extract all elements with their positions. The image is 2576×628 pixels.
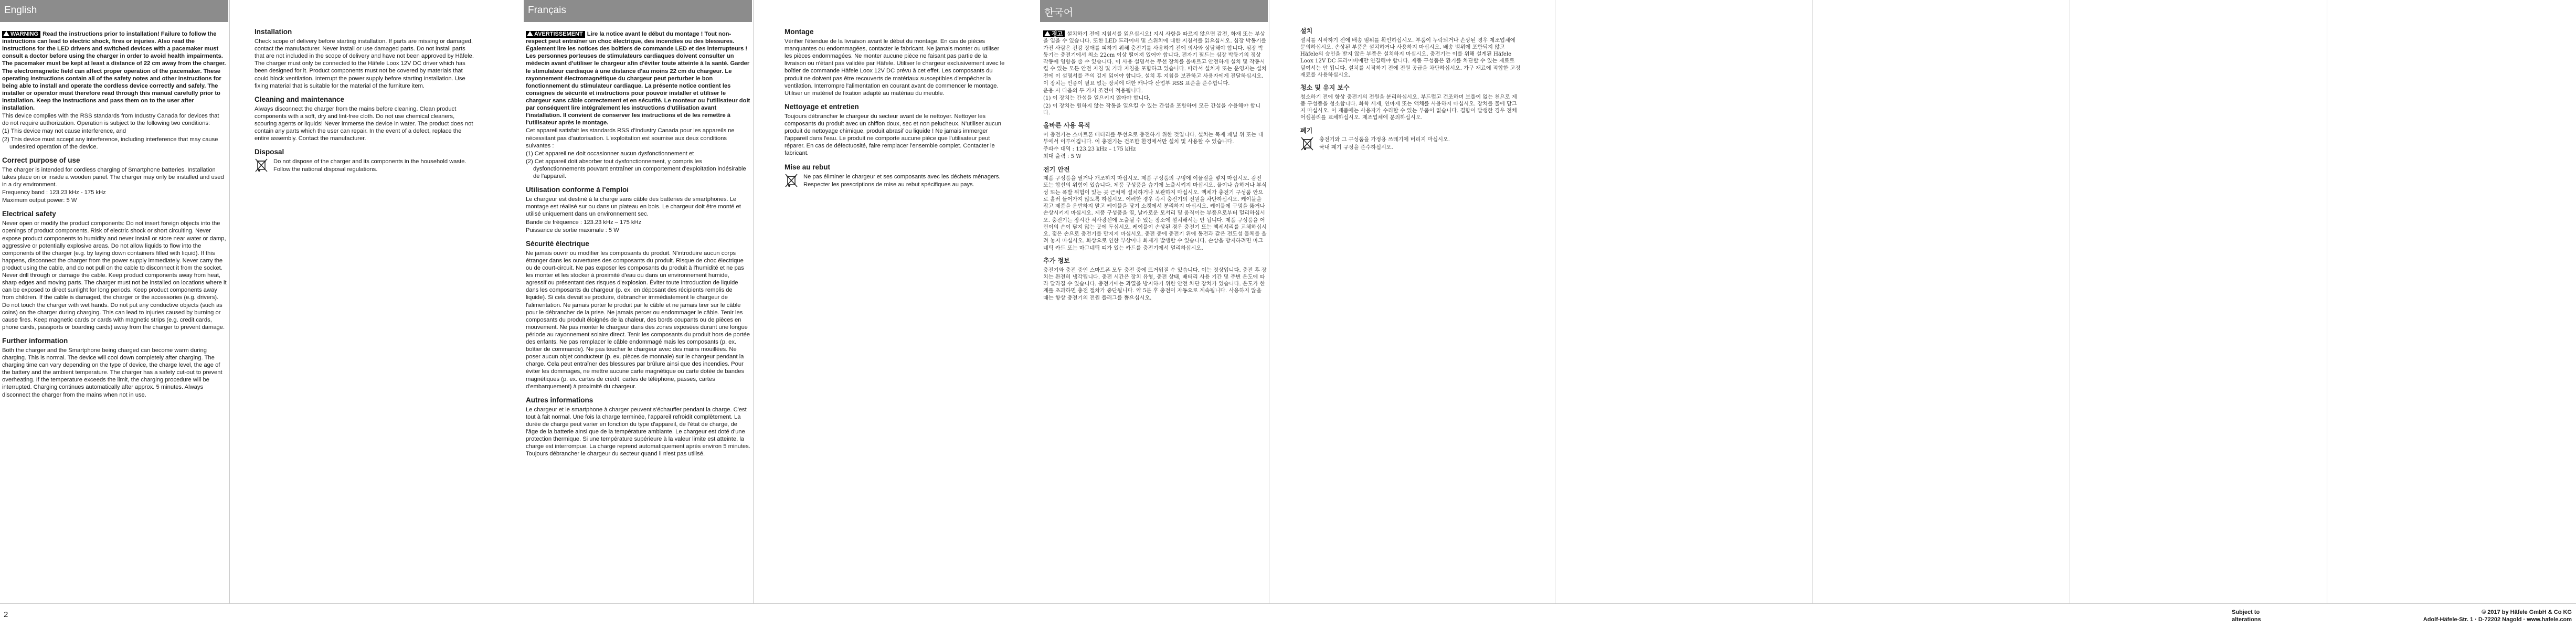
column-divider bbox=[753, 0, 754, 603]
heading-usage: Utilisation conforme à l'emploi bbox=[526, 186, 629, 194]
crossed-out-wheelie-bin-icon bbox=[255, 158, 268, 173]
footer-divider bbox=[0, 603, 2576, 604]
max-output-power: Maximum output power: 5 W bbox=[2, 197, 77, 204]
disposal-line-2: 국내 폐기 규정을 준수하십시오. bbox=[1319, 144, 1393, 151]
frequency-band: Bande de fréquence : 123.23 kHz – 175 kHz bbox=[526, 219, 642, 226]
english-column-2 bbox=[255, 27, 475, 628]
warning-badge bbox=[2, 31, 40, 38]
heading-cleaning: 청소 및 유지 보수 bbox=[1300, 84, 1350, 92]
ic-text-2: 운용 시 다음의 두 가지 조건이 적용됩니다. bbox=[1043, 88, 1143, 94]
crossed-out-wheelie-bin-icon bbox=[1300, 136, 1314, 151]
warning-paragraph bbox=[526, 30, 750, 126]
heading-electrical-safety: Sécurité électrique bbox=[526, 239, 589, 248]
disposal-block bbox=[785, 173, 1005, 189]
disposal-line-2: Follow the national disposal regulations. bbox=[273, 166, 378, 173]
disposal-line-1: Do not dispose of the charger and its components in the household waste. bbox=[273, 158, 467, 165]
electrical-safety-text: Ne jamais ouvrir ou modifier les composants du produit. N'introduire aucun corps étranger dans les ouvertures des composants du produit. Risque de choc électrique ou de court-circuit. Ne pas exposer les composants du produit à l'humidité et ne pas les monter et les stocker à proximité d'eau ou dans un environnement humide, agressif ou présentant des risques d'explosion. Éviter toute introduction de liquide dans les composants du chargeur (p. ex. en déposant des récipients remplis de liquide). Si cela devait se produire, débrancher immédiatement le chargeur de l'alimentation. Ne jamais porter le produit par le câble et ne jamais tirer sur le câble pour le débrancher de la prise. Ne jamais percer ou endommager le câble. Tenir les composants du produit éloignés de la chaleur, des bords coupants ou de pièces en mouvement. Ne pas monter le chargeur dans des zones exposées durant une longue période au rayonnement solaire direct. Tenir les composants du produit hors de portée des enfants. Ne pas remplacer le câble endommagé mais les composants (p. ex. boîtier de commande). Ne pas toucher le chargeur avec des mains mouillées. Ne poser aucun objet conducteur (p. ex. pièces de monnaie) sur le chargeur pendant la charge. Cela peut entraîner des blessures par brûlure ainsi que des incendies. Pour éviter les dommages, ne mettre aucune carte magnétique ou carte dotée de bandes magnétiques (p. ex. cartes de crédit, cartes de téléphone, passes, cartes d'embarquement) à proximité du chargeur. bbox=[526, 250, 750, 390]
condition-1: (1) Cet appareil ne doit occasionner aucun dysfonctionnement et bbox=[526, 150, 694, 157]
english-column-1 bbox=[2, 30, 227, 628]
column-divider bbox=[229, 0, 230, 603]
warning-badge bbox=[526, 31, 585, 38]
ic-text: 이 장치는 인증이 필요 없는 장치에 대한 캐나다 산업부 RSS 표준을 준수합니다. bbox=[1043, 80, 1230, 87]
condition-1: (1) 이 장치는 간섭을 일으키지 않아야 합니다. bbox=[1043, 95, 1151, 102]
footer-address: Adolf-Häfele-Str. 1 · D-72202 Nagold · www.hafele.com bbox=[2423, 616, 2572, 623]
language-header-label: 한국어 bbox=[1044, 7, 1074, 18]
heading-electrical-safety: 전기 안전 bbox=[1043, 165, 1070, 173]
warning-triangle-icon bbox=[1044, 31, 1051, 36]
footer-copyright: © 2017 by Häfele GmbH & Co KG bbox=[2482, 609, 2572, 615]
heading-usage: 올바른 사용 목적 bbox=[1043, 122, 1090, 129]
condition-1: (1) This device may not cause interference, and bbox=[2, 128, 126, 135]
heading-further-information: Further information bbox=[2, 336, 68, 345]
warning-badge bbox=[1043, 30, 1065, 37]
max-output-power: 최대 출력 : 5 W bbox=[1043, 154, 1082, 160]
disposal-block bbox=[1300, 136, 1521, 152]
further-information-text: 충전기와 충전 중인 스마트폰 모두 충전 중에 뜨거워질 수 있습니다. 이는 정상입니다. 충전 후 장치는 완전히 냉각됩니다. 충전 시간은 장치 유형, 충전 상태, 배터리 사용 기간 및 주변 온도에 따라 달라질 수 있습니다. 충전기에는 과열을 방지하기 위한 안전 차단 장치가 있습니다. 온도가 한계를 초과하면 충전 절차가 중단됩니다. 약 5분 후 충전이 자동으로 계속됩니다. 사용하지 않을 때는 항상 충전기의 전원 플러그를 뽑으십시오. bbox=[1043, 267, 1267, 301]
other-information-text: Le chargeur et le smartphone à charger peuvent s'échauffer pendant la charge. C'est tout à fait normal. Une fois la charge terminée, l'appareil refroidit complètement. La durée de charge peut varier en fonction du type d'appareil, de l'état de charge, de l'âge de la batterie ainsi que de la température ambiante. Le chargeur est doté d'une protection thermique. Si une température supérieure à la valeur limite est atteinte, la charge est interrompue. La charge reprend automatiquement après environ 5 minutes. Toujours débrancher le chargeur du secteur quand il n'est pas utilisé. bbox=[526, 406, 750, 457]
korean-column-1 bbox=[1043, 30, 1267, 628]
heading-correct-purpose: Correct purpose of use bbox=[2, 156, 80, 164]
usage-text: 이 충전기는 스마트폰 배터리를 무선으로 충전하기 위한 것입니다. 설치는 목재 패널 위 또는 내부에서 이루어집니다. 이 충전기는 건조한 환경에서만 설치 및 사용할 수 있습니다. bbox=[1043, 132, 1264, 145]
disposal-line-1: Ne pas éliminer le chargeur et ses composants avec les déchets ménagers. bbox=[803, 173, 1001, 180]
french-column-2 bbox=[785, 27, 1005, 628]
max-output-power: Puissance de sortie maximale : 5 W bbox=[526, 227, 619, 233]
warning-badge-label: WARNING bbox=[10, 31, 39, 37]
warning-paragraph bbox=[2, 30, 227, 112]
disposal-text bbox=[1319, 136, 1450, 152]
heading-disposal: 폐기 bbox=[1300, 126, 1313, 134]
disposal-text bbox=[803, 173, 1001, 189]
warning-badge-label: 경고 bbox=[1052, 30, 1063, 37]
language-header-korean bbox=[1040, 0, 1268, 22]
heading-disposal: Mise au rebut bbox=[785, 163, 831, 171]
correct-purpose-text: The charger is intended for cordless charging of Smartphone batteries. Installation takes place on or inside a wooden panel. The charger may only be installed and used in a dry environment. bbox=[2, 166, 224, 188]
language-header-label: Français bbox=[528, 5, 566, 16]
warning-triangle-icon bbox=[527, 31, 533, 36]
cleaning-text: 청소하기 전에 항상 충전기의 전원을 분리하십시오. 부드럽고 건조하며 보풀이 없는 천으로 제품 구성품을 청소합니다. 화학 세제, 연마제 또는 액체를 사용하지 마십시오. 장치를 물에 담그지 마십시오. 이 제품에는 사용자가 수리할 수 있는 부품이 없습니다. 결함이 발생한 경우 전체 어셈블리를 교체하십시오. 제조업체에 문의하십시오. bbox=[1300, 94, 1517, 121]
installation-text: 설치를 시작하기 전에 배송 범위를 확인하십시오. 부품이 누락되거나 손상된 경우 제조업체에 문의하십시오. 손상된 부품은 설치하거나 사용하지 마십시오. 배송 범위에 포함되지 않고 Häfele의 승인을 받지 않은 부품은 설치하지 마십시오. 충전기는 이를 위해 설계된 Häfele Loox 12V DC 드라이버에만 연결해야 합니다. 제품 구성품은 환기를 차단할 수 있는 재료로 덮여서는 안 됩니다. 설치를 시작하기 전에 전원 공급을 차단하십시오. 가구 재료에 적합한 고정 재료를 사용하십시오. bbox=[1300, 37, 1521, 78]
cleaning-text: Always disconnect the charger from the mains before cleaning. Clean product components with a soft, dry and lint-free cloth. Do not use chemical cleaners, scouring agents or liquids! Never immerse the device in water. The product does not contain any parts which the user can repair. In the event of a defect, replace the entire assembly. Contact the manufacturer. bbox=[255, 105, 473, 142]
condition-2: (2) Cet appareil doit absorber tout dysfonctionnement, y compris les dysfonctionnements pouvant entraîner un comportement d'exploitation indésirable de l'appareil. bbox=[526, 158, 746, 180]
footer-subject-to-alterations bbox=[2232, 609, 2261, 624]
footer-company-info bbox=[2423, 609, 2572, 624]
warning-badge-label: AVERTISSEMENT bbox=[534, 31, 583, 37]
heading-cleaning: Nettoyage et entretien bbox=[785, 102, 859, 111]
electrical-safety-text: 제품 구성품을 열거나 개조하지 마십시오. 제품 구성품의 구멍에 이물질을 넣지 마십시오. 감전 또는 합선의 위험이 있습니다. 제품 구성품을 습기에 노출시키지 마십시오. 물이나 습하거나 부식성 또는 폭발 위험이 있는 곳 근처에 설치하거나 보관하지 마십시오. 액체가 충전기 구성품 안으로 흘러 들어가지 않도록 하십시오. 이러한 경우 즉시 충전기의 전원을 차단하십시오. 케이블을 잡고 제품을 운반하지 말고 케이블을 당겨 소켓에서 분리하지 마십시오. 케이블에 구멍을 뚫거나 손상시키지 마십시오. 제품 구성품을 열, 날카로운 모서리 및 움직이는 부품으로부터 멀리하십시오. 충전기는 장시간 직사광선에 노출될 수 있는 장소에 설치해서는 안 됩니다. 제품 구성품을 어린이의 손이 닿지 않는 곳에 두십시오. 케이블이 손상된 경우 충전기 또는 액세서리를 교체하십시오. 젖은 손으로 충전기를 만지지 마십시오. 충전 중에 충전기 위에 동전과 같은 전도성 물체를 올려 놓지 마십시오. 화상으로 인한 부상이나 화재가 발생할 수 있습니다. 손상을 방지하려면 마그네틱 카드 또는 마그네틱 띠가 있는 카드를 충전기에서 멀리하십시오. bbox=[1043, 176, 1267, 251]
condition-2: (2) This device must accept any interference, including interference that may cause undesired operation of the device. bbox=[2, 136, 218, 150]
page-number: 2 bbox=[4, 610, 8, 619]
montage-text: Vérifier l'étendue de la livraison avant le début du montage. En cas de pièces manquantes ou endommagées, contacter le fabricant. Ne jamais monter ou utiliser les pièces endommagées. Ne monter aucune pièce ne faisant pas partie de la livraison ou n'étant pas validée par Häfele. Utiliser le chargeur exclusivement avec le boîtier de commande Häfele Loox 12V DC prévu à cet effet. Les composants du produit ne doivent pas être recouverts de matériaux susceptibles d'empêcher la ventilation. Interrompre l'alimentation en courant avant de commencer le montage. Utiliser un matériel de fixation adapté au matériau du meuble. bbox=[785, 38, 1005, 97]
language-header-french bbox=[524, 0, 752, 22]
heading-electrical-safety: Electrical safety bbox=[2, 210, 56, 218]
warning-text: Lire la notice avant le début du montage ! Tout non-respect peut entraîner un choc électrique, des incendies ou des blessures. Également lire les notices des boîtiers de commande LED et des interrupteurs ! Les personnes porteuses de stimulateurs cardiaques doivent consulter un médecin avant d'utiliser le chargeur afin d'éviter toute atteinte à la santé. Garder le stimulateur cardiaque à une distance d'au moins 22 cm du chargeur. Le rayonnement électromagnétique du chargeur peut perturber le bon fonctionnement du stimulateur cardiaque. La présente notice contient les consignes de sécurité et instructions pour pouvoir installer et utiliser le chargeur sans câble correctement et en sécurité. Le monteur ou l'utilisateur doit par conséquent lire intégralement les instructions d'utilisation avant l'installation. Il convient de conserver les instructions et de les remettre à l'utilisateur après le montage. bbox=[526, 31, 750, 126]
installation-text: Check scope of delivery before starting installation. If parts are missing or damaged, contact the manufacturer. Never install or use damaged parts. Do not install parts that are not included in the scope of delivery and have not been approved by Häfele. The charger must only be connected to the Häfele Loox 12V DC driver which has been designed for it. Product components must not be covered by materials that could block ventilation. Interrupt the power supply before starting installation. Use fixing material that is suitable for the material of the furniture item. bbox=[255, 38, 474, 89]
footer-subject-line-2: alterations bbox=[2232, 616, 2261, 623]
cleaning-text: Toujours débrancher le chargeur du secteur avant de le nettoyer. Nettoyer les composants du produit avec un chiffon doux, sec et non pelucheux. N'utiliser aucun produit de nettoyage chimique, produit abrasif ou liquide ! Ne jamais immerger l'appareil dans l'eau. Le produit ne comporte aucune pièce que l'utilisateur peut réparer. En cas de défectuosité, faire remplacer l'ensemble complet. Contacter le fabricant. bbox=[785, 113, 1002, 157]
warning-paragraph bbox=[1043, 30, 1267, 80]
warning-text: Read the instructions prior to installation! Failure to follow the instructions can lead to electric shock, fires or injuries. Also read the instructions for the LED drivers and switched devices with a pacemaker must consult a doctor before using the charger in order to avoid health impairments. The pacemaker must be kept at least a distance of 22 cm away from the charger. The electromagnetic field can affect proper operation of the pacemaker. These operating instructions contain all of the safety notes and other instructions for being able to install and operate the cordless device correctly and safely. The installer or operator must therefore read through this manual carefully prior to installation. Keep the instructions and pass them on to the user after installation. bbox=[2, 31, 226, 112]
disposal-line-1: 충전기와 그 구성품을 가정용 쓰레기에 버리지 마십시오. bbox=[1319, 137, 1450, 143]
crossed-out-wheelie-bin-icon bbox=[785, 173, 798, 188]
condition-2: (2) 이 장치는 원하지 않는 작동을 일으킬 수 있는 간섭을 포함하여 모든 간섭을 수용해야 합니다. bbox=[1043, 103, 1261, 116]
frequency-band: 주파수 대역 : 123.23 kHz – 175 kHz bbox=[1043, 146, 1136, 153]
warning-triangle-icon bbox=[3, 31, 9, 36]
korean-column-2 bbox=[1300, 27, 1521, 628]
usage-text: Le chargeur est destiné à la charge sans câble des batteries de smartphones. Le montage est réalisé sur ou dans un plateau en bois. Le chargeur doit être monté et utilisé uniquement dans un environnement sec. bbox=[526, 196, 741, 218]
heading-cleaning: Cleaning and maintenance bbox=[255, 95, 345, 103]
warning-text: 설치하기 전에 지침서를 읽으십시오! 지시 사항을 따르지 않으면 감전, 화재 또는 부상을 입을 수 있습니다. 또한 LED 드라이버 및 스위치에 대한 지침서를 읽으십시오. 심장 박동기를 가진 사람은 건강 장애를 피하기 위해 충전기를 사용하기 전에 의사와 상담해야 합니다. 심장 박동기는 충전기에서 최소 22cm 이상 떨어져 있어야 합니다. 전자기 필드는 심장 박동기의 정상 작동에 영향을 줄 수 있습니다. 이 사용 설명서는 무선 장치를 올바르고 안전하게 설치 및 작동시킬 수 있는 모든 안전 지침 및 기타 지침을 포함하고 있습니다. 따라서 설치자 또는 운영자는 설치 전에 이 설명서를 주의 깊게 읽어야 합니다. 설치 후 지침을 보관하고 사용자에게 전달하십시오. bbox=[1043, 31, 1267, 79]
ic-text: Cet appareil satisfait les standards RSS d'Industry Canada pour les appareils ne nécessitant pas d'autorisation. L'exploitation est soumise aux deux conditions suivantes : bbox=[526, 127, 735, 149]
heading-montage: Montage bbox=[785, 28, 814, 36]
heading-further-information: 추가 정보 bbox=[1043, 257, 1070, 264]
french-column-1 bbox=[526, 30, 750, 628]
language-header-label: English bbox=[4, 5, 37, 16]
frequency-band: Frequency band : 123.23 kHz - 175 kHz bbox=[2, 189, 106, 196]
footer-subject-line-1: Subject to bbox=[2232, 609, 2260, 615]
disposal-text bbox=[273, 158, 467, 174]
heading-disposal: Disposal bbox=[255, 148, 284, 156]
heading-other-information: Autres informations bbox=[526, 396, 593, 404]
heading-installation: 설치 bbox=[1300, 27, 1313, 35]
heading-installation: Installation bbox=[255, 28, 292, 36]
disposal-block bbox=[255, 158, 475, 174]
language-header-english bbox=[0, 0, 228, 22]
electrical-safety-text: Never open or modify the product components: Do not insert foreign objects into the openings of product components. Risk of electric shock or short circuiting. Never expose product components to humidity and never install or store near water or damp, aggressive or potentially explosive areas. Do not allow liquids to flow into the components of the charger (e.g. by laying down containers filled with liquid). If this happens, disconnect the charger from the power supply immediately. Never carry the product using the cable, and do not pull on the cable to disconnect it from the socket. Never drill through or damage the cable. Keep product components away from heat, sharp edges and moving parts. The charger must not be installed on locations where it can be exposed to direct sunlight for long periods. Keep product components away from children. If the cable is damaged, the charger or the accessories (e.g. drivers). Do not touch the charger with wet hands. Do not put any conductive objects (such as coins) on the charger during charging. This can lead to injuries caused by burning or cause fires. Keep magnetic cards or cards with magnetic strips (e.g. credit cards, phone cards, passports or boarding cards) away from the charger to prevent damage. bbox=[2, 220, 227, 331]
further-information-text: Both the charger and the Smartphone being charged can become warm during charging. This is normal. The device will cool down completely after charging. The charging time can vary depending on the type of device, the charge level, the age of the battery and the ambient temperature. The charger has a safety cut-out to prevent overheating. If the temperature exceeds the limit, the charging procedure will be interrupted. Charging continues automatically after approx. 5 minutes. Always disconnect the charger from the mains when not in use. bbox=[2, 347, 222, 398]
disposal-line-2: Respecter les prescriptions de mise au rebut spécifiques au pays. bbox=[803, 181, 974, 188]
rss-text: This device complies with the RSS standards from Industry Canada for devices that do not require authorization. Operation is subject to the following two conditions: bbox=[2, 113, 219, 127]
